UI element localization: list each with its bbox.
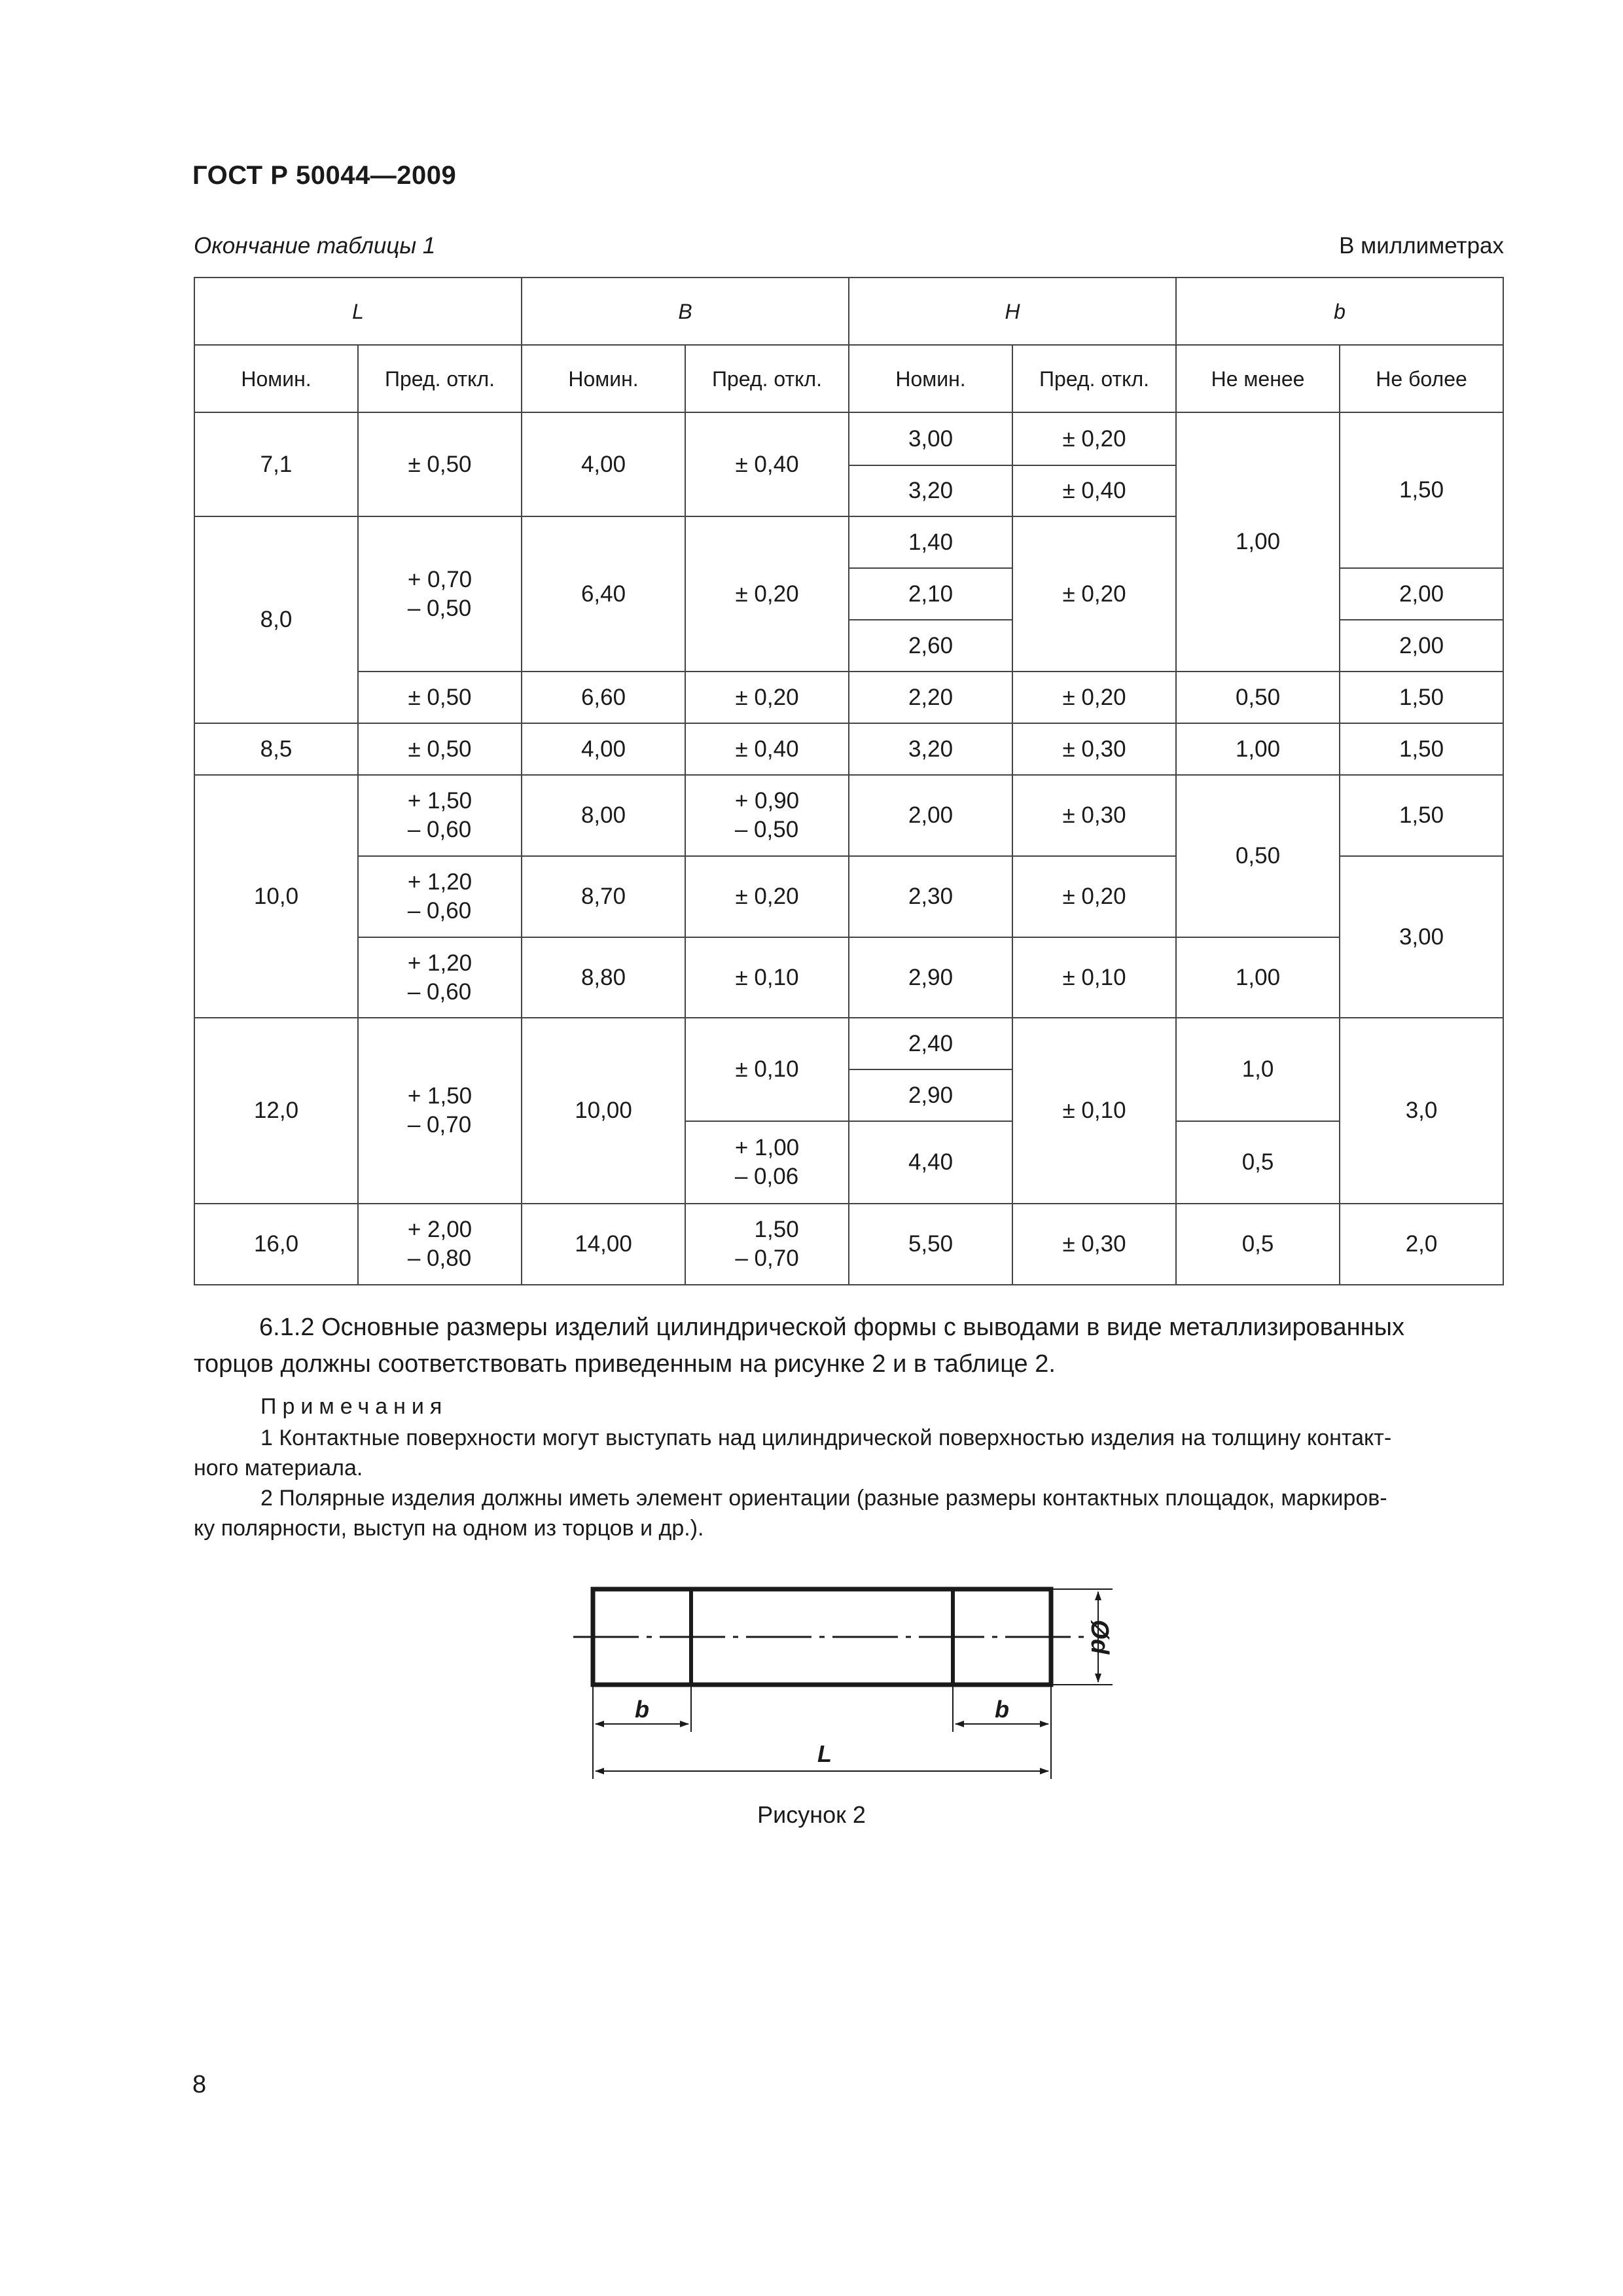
- note-1-line2: ного материала.: [194, 1456, 363, 1480]
- L-label: L: [817, 1740, 832, 1767]
- cell-line: + 1,50: [407, 788, 473, 814]
- table-cell: ± 0,30: [1012, 775, 1176, 856]
- cell-line: + 0,70: [407, 566, 473, 592]
- header-H: H: [849, 278, 1176, 345]
- table-cell: 2,20: [849, 672, 1012, 723]
- cell-line: + 0,90: [734, 788, 800, 814]
- cell-line: – 0,70: [735, 1246, 799, 1271]
- table-cell: [358, 856, 522, 937]
- cell-line: – 0,60: [407, 978, 472, 1005]
- table-cell: 1,00: [1176, 412, 1340, 672]
- table-cell: ± 0,20: [685, 672, 849, 723]
- table-cell: 2,00: [1340, 568, 1503, 620]
- table-row: [194, 412, 1503, 465]
- subheader-cell: Пред. откл.: [358, 345, 522, 412]
- table-cell: 5,50: [849, 1204, 1012, 1285]
- cell-line: 1,50: [754, 1217, 799, 1242]
- table-cell: ± 0,30: [1012, 723, 1176, 775]
- table-cell: 3,20: [849, 465, 1012, 516]
- table-row: [194, 937, 1503, 1018]
- table-cell: ± 0,10: [1012, 1018, 1176, 1204]
- paragraph-6-1-2-line1: 6.1.2 Основные размеры изделий цилиндрической формы с выводами в виде металлизированных: [259, 1314, 1404, 1341]
- table-cell: 3,00: [1340, 856, 1503, 1018]
- notes-heading: Примечания: [260, 1394, 448, 1419]
- table-cell: 8,0: [194, 516, 358, 723]
- table-caption: Окончание таблицы 1: [194, 233, 436, 259]
- table-cell: 2,0: [1340, 1204, 1503, 1285]
- table-cell: ± 0,40: [685, 723, 849, 775]
- table-cell: [358, 775, 522, 856]
- cell-line: – 0,60: [407, 898, 472, 924]
- header-b: b: [1176, 278, 1503, 345]
- table-cell: [358, 937, 522, 1018]
- cell-line: – 0,50: [407, 595, 472, 621]
- table-cell: ± 0,20: [1012, 412, 1176, 465]
- table-cell: [685, 1204, 849, 1285]
- table-cell: 1,0: [1176, 1018, 1340, 1121]
- table-cell: [685, 1121, 849, 1204]
- header-L: L: [194, 278, 522, 345]
- table-cell: 1,50: [1340, 723, 1503, 775]
- table-cell: 4,40: [849, 1121, 1012, 1204]
- table-group-header-row: [194, 278, 1503, 345]
- table-cell: 2,90: [849, 1069, 1012, 1121]
- table-cell: 6,40: [522, 516, 685, 672]
- table-cell: 3,20: [849, 723, 1012, 775]
- table-cell: 2,00: [1340, 620, 1503, 672]
- table-cell: 0,50: [1176, 775, 1340, 937]
- table-cell: ± 0,40: [1012, 465, 1176, 516]
- b-right-label: b: [995, 1696, 1009, 1723]
- note-1-line1: 1 Контактные поверхности могут выступать над цилиндрической поверхностью изделия на толщину контакт-: [260, 1426, 1392, 1450]
- cell-line: – 0,06: [734, 1164, 799, 1189]
- subheader-cell: Номин.: [849, 345, 1012, 412]
- table-cell: 8,00: [522, 775, 685, 856]
- subheader-cell: Номин.: [194, 345, 358, 412]
- table-cell: ± 0,20: [1012, 672, 1176, 723]
- table-cell: ± 0,40: [685, 412, 849, 516]
- table-row: [194, 1204, 1503, 1285]
- table-cell: ± 0,20: [1012, 856, 1176, 937]
- table-cell: 2,60: [849, 620, 1012, 672]
- table-cell: 1,00: [1176, 937, 1340, 1018]
- table-cell: 2,40: [849, 1018, 1012, 1069]
- cell-line: – 0,60: [407, 817, 472, 842]
- cell-line: + 1,50: [407, 1083, 473, 1109]
- table-cell: 2,90: [849, 937, 1012, 1018]
- table-cell: ± 0,10: [685, 937, 849, 1018]
- table-cell: 1,50: [1340, 775, 1503, 856]
- page-number: 8: [192, 2071, 207, 2098]
- figure-caption: Рисунок 2: [757, 1801, 866, 1828]
- table-cell: [685, 775, 849, 856]
- table-cell: 1,40: [849, 516, 1012, 568]
- table-cell: 6,60: [522, 672, 685, 723]
- table-cell: 8,70: [522, 856, 685, 937]
- dimensions-table: [194, 277, 1504, 1285]
- table-cell: 0,5: [1176, 1204, 1340, 1285]
- subheader-cell: Не менее: [1176, 345, 1340, 412]
- subheader-cell: Номин.: [522, 345, 685, 412]
- table-row: [194, 672, 1503, 723]
- subheader-cell: Пред. откл.: [685, 345, 849, 412]
- table-units: В миллиметрах: [1339, 233, 1504, 259]
- table-cell: 4,00: [522, 412, 685, 516]
- table-cell: 8,5: [194, 723, 358, 775]
- table-cell: ± 0,20: [1012, 516, 1176, 672]
- table-cell: 14,00: [522, 1204, 685, 1285]
- table-cell: 3,0: [1340, 1018, 1503, 1204]
- table-cell: 1,00: [1176, 723, 1340, 775]
- table-cell: 7,1: [194, 412, 358, 516]
- figure-2-drawing: [563, 1577, 1126, 1787]
- cell-line: + 1,20: [407, 869, 473, 895]
- table-cell: 0,5: [1176, 1121, 1340, 1204]
- table-cell: [358, 1204, 522, 1285]
- note-2-line2: ку полярности, выступ на одном из торцов и др.).: [194, 1516, 704, 1541]
- table-cell: 10,0: [194, 775, 358, 1018]
- table-cell: 8,80: [522, 937, 685, 1018]
- note-2-line1: 2 Полярные изделия должны иметь элемент ориентации (разные размеры контактных площадок, маркиров-: [260, 1486, 1387, 1511]
- table-cell: 0,50: [1176, 672, 1340, 723]
- table-cell: 10,00: [522, 1018, 685, 1204]
- table-cell: ± 0,20: [685, 516, 849, 672]
- table-cell: 3,00: [849, 412, 1012, 465]
- table-cell: 2,30: [849, 856, 1012, 937]
- cell-line: – 0,80: [407, 1246, 472, 1271]
- table-cell: ± 0,50: [358, 412, 522, 516]
- table-cell: 4,00: [522, 723, 685, 775]
- table-cell: ± 0,10: [685, 1018, 849, 1121]
- subheader-cell: Пред. откл.: [1012, 345, 1176, 412]
- table-cell: ± 0,20: [685, 856, 849, 937]
- paragraph-6-1-2-line2: торцов должны соответствовать приведенным на рисунке 2 и в таблице 2.: [194, 1350, 1056, 1378]
- table-cell: 1,50: [1340, 672, 1503, 723]
- table-cell: [358, 1018, 522, 1204]
- cell-line: – 0,70: [407, 1112, 472, 1138]
- table-cell: ± 0,50: [358, 723, 522, 775]
- table-row: [194, 723, 1503, 775]
- table-cell: 12,0: [194, 1018, 358, 1204]
- b-left-label: b: [635, 1696, 649, 1723]
- cell-line: + 2,00: [407, 1217, 473, 1242]
- table-cell: ± 0,50: [358, 672, 522, 723]
- cell-line: – 0,50: [734, 817, 799, 842]
- table-cell: 1,50: [1340, 412, 1503, 568]
- diameter-label: Ød: [1086, 1619, 1113, 1655]
- table-cell: ± 0,30: [1012, 1204, 1176, 1285]
- document-title: ГОСТ Р 50044—2009: [192, 161, 457, 190]
- table-cell: ± 0,10: [1012, 937, 1176, 1018]
- table-cell: 2,10: [849, 568, 1012, 620]
- cell-line: + 1,20: [407, 950, 473, 976]
- table-row: [194, 775, 1503, 856]
- header-B: B: [522, 278, 849, 345]
- subheader-cell: Не более: [1340, 345, 1503, 412]
- table-cell: 16,0: [194, 1204, 358, 1285]
- table-row: [194, 1018, 1503, 1069]
- cell-line: + 1,00: [734, 1135, 800, 1160]
- table-sub-header-row: [194, 345, 1503, 412]
- table-cell: 2,00: [849, 775, 1012, 856]
- table-cell: [358, 516, 522, 672]
